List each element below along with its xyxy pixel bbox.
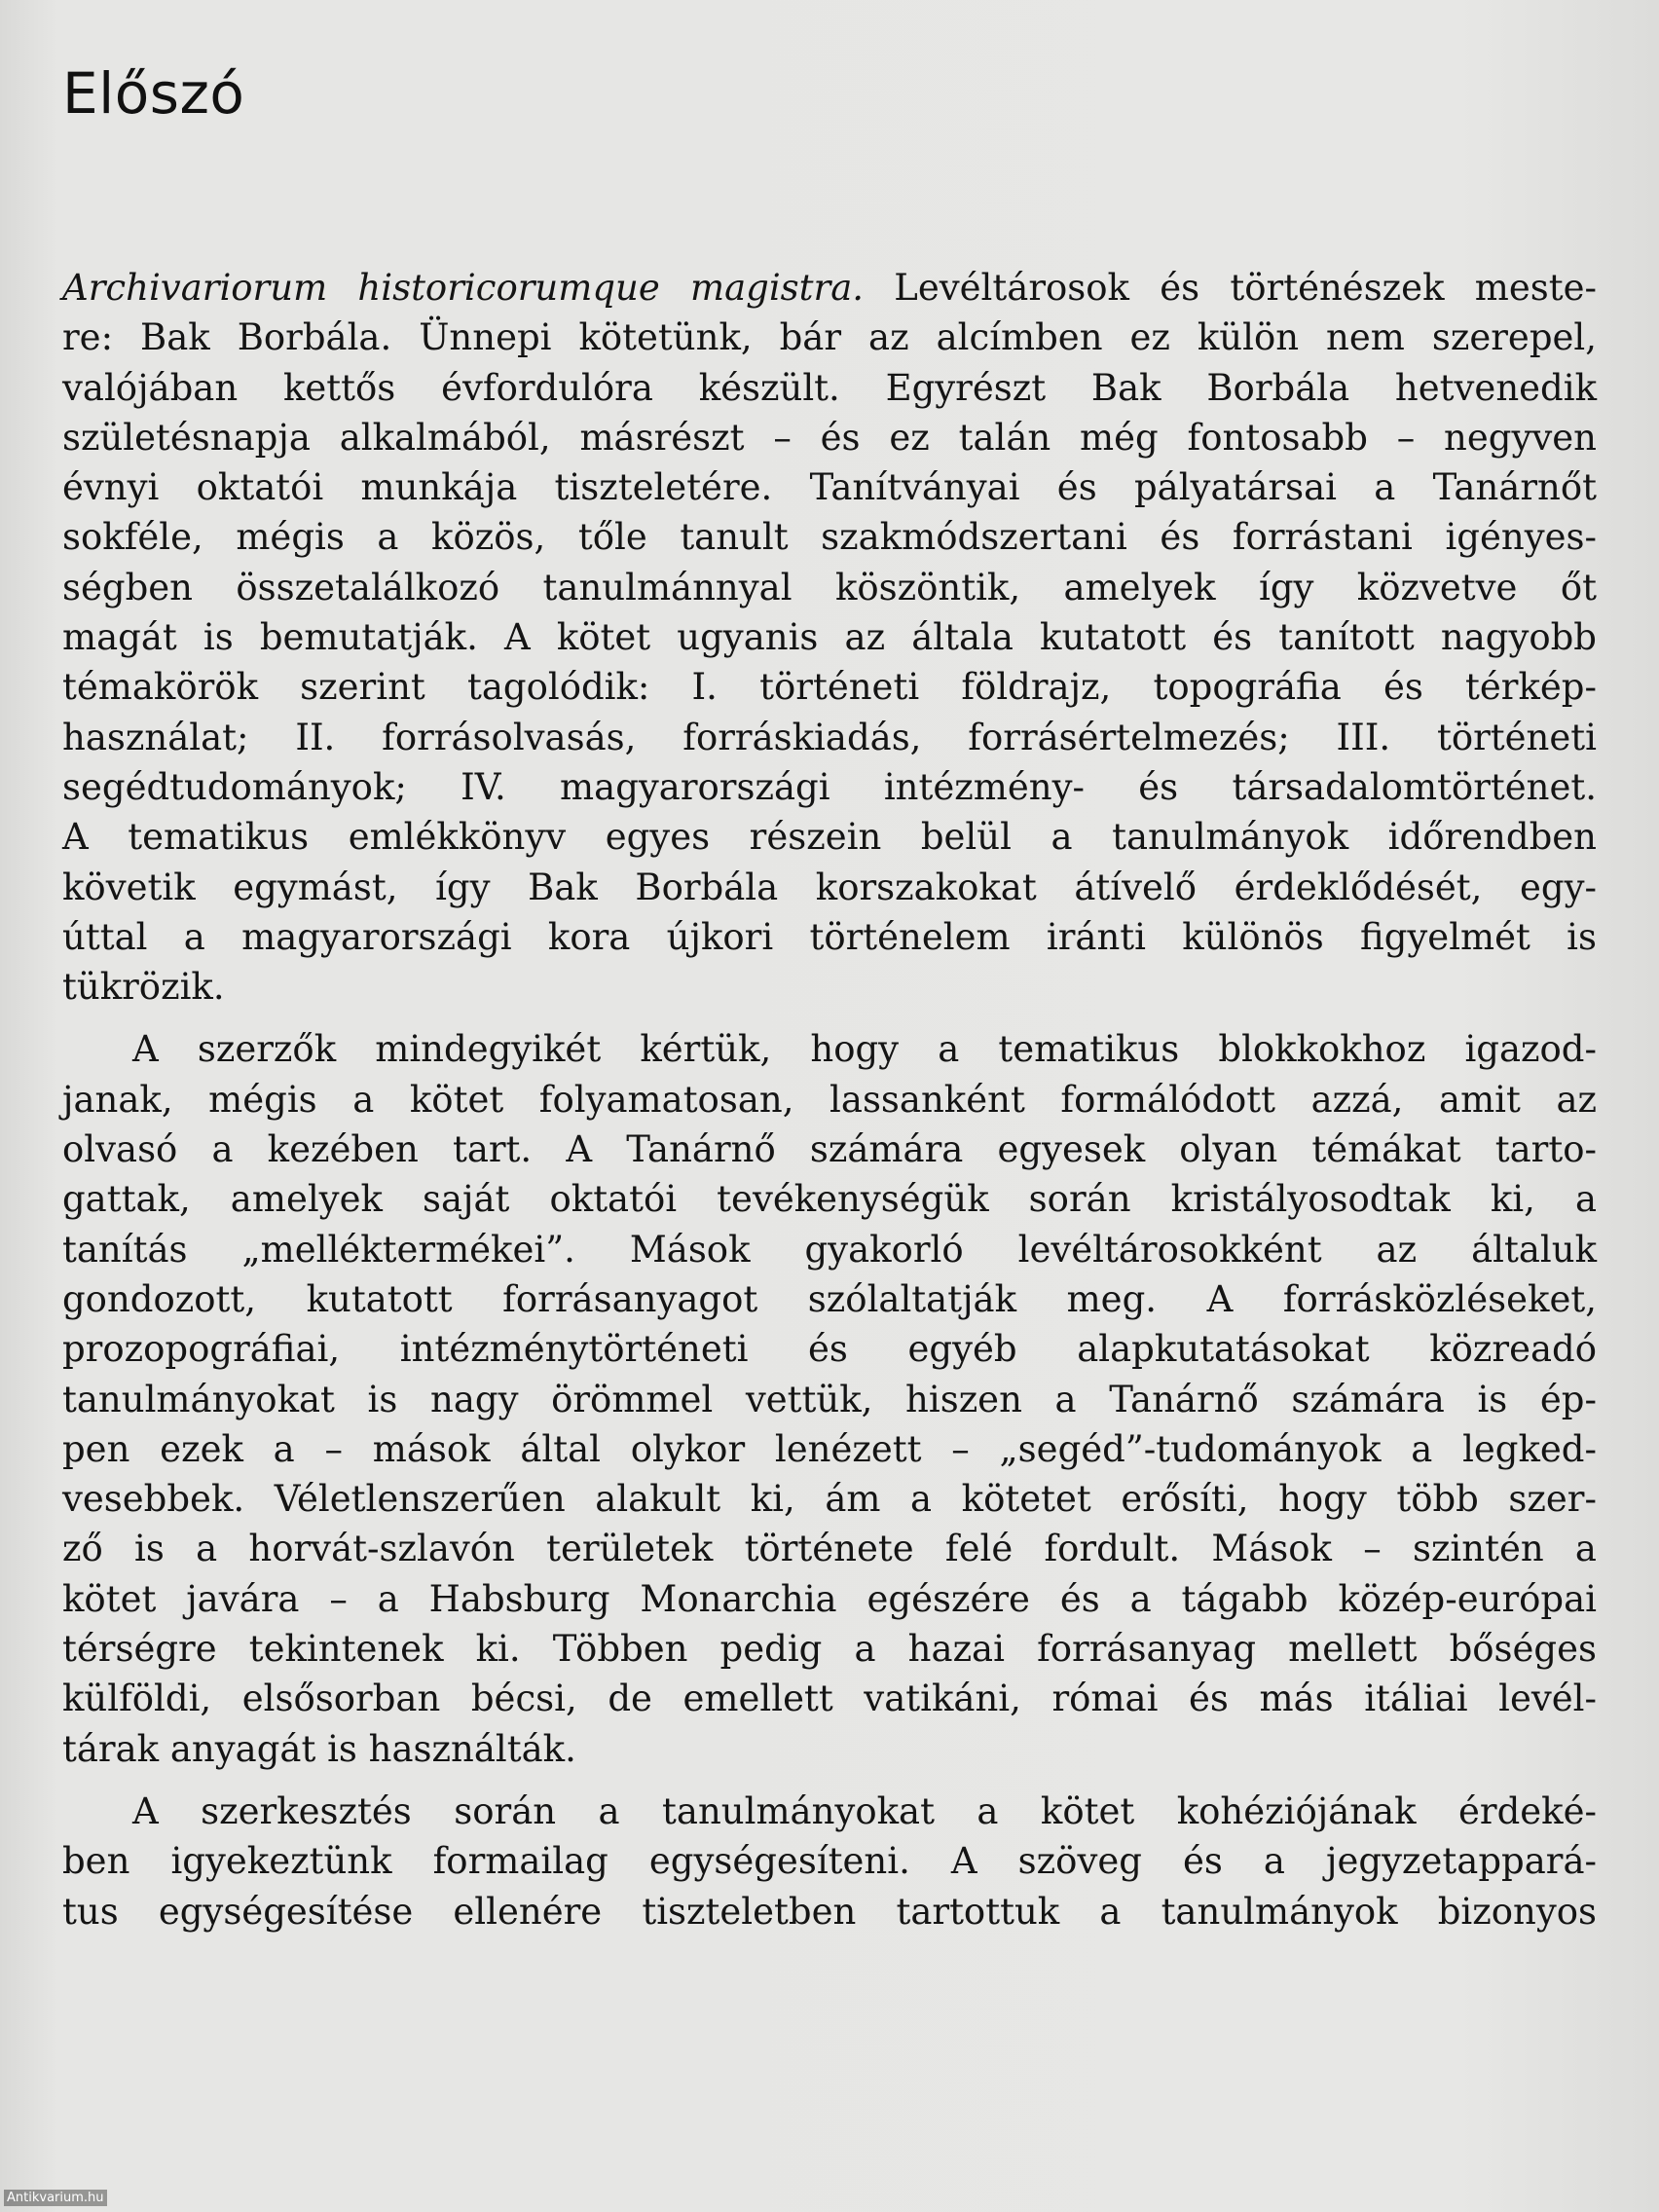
page-title: Előszó <box>62 60 245 127</box>
text-line: gondozott, kutatott forrásanyagot szólaltatják meg. A forrásközléseket, <box>62 1277 1597 1320</box>
text-line: évnyi oktatói munkája tiszteletére. Tanítványai és pályatársai a Tanárnőt <box>62 466 1597 509</box>
text-line: olvasó a kezében tart. A Tanárnő számára egyesek olyan témákat tarto- <box>62 1128 1597 1171</box>
text-line: sokféle, mégis a közös, tőle tanult szakmódszertani és forrástani igényes- <box>62 516 1597 559</box>
reverse-page-bleed-through <box>974 0 1659 249</box>
text-line: gattak, amelyek saját oktatói tevékenységük során kristályosodtak ki, a <box>62 1178 1597 1221</box>
text-line: ző is a horvát-szlavón területek története felé fordult. Mások – szintén a <box>62 1528 1597 1570</box>
text-line: pen ezek a – mások által olykor lenézett – „segéd”-tudományok a legked- <box>62 1427 1597 1470</box>
text-line: úttal a magyarországi kora újkori történelem iránti különös figyelmét is <box>62 915 1597 958</box>
text-line: ségben összetalálkozó tanulmánnyal köszöntik, amelyek így közvetve őt <box>62 566 1597 608</box>
text-line: magát is bemutatják. A kötet ugyanis az általa kutatott és tanított nagyobb <box>62 616 1597 659</box>
paragraph-1 <box>62 263 1597 1012</box>
latin-title: Archivariorum historicorumque magistra. <box>62 267 865 309</box>
text-line: A szerzők mindegyikét kértük, hogy a tematikus blokkokhoz igazod- <box>132 1028 1597 1071</box>
text-line: vesebbek. Véletlenszerűen alakult ki, ám a kötetet erősíti, hogy több szer- <box>62 1478 1597 1521</box>
text-line: térségre tekintenek ki. Többen pedig a hazai forrásanyag mellett bőséges <box>62 1628 1597 1671</box>
text-line: prozopográfiai, intézménytörténeti és egyéb alapkutatásokat közreadó <box>62 1328 1597 1371</box>
text-line: követik egymást, így Bak Borbála korszakokat átívelő érdeklődését, egy- <box>62 866 1597 908</box>
text-line: tanítás „melléktermékei”. Mások gyakorló levéltárosokként az általuk <box>62 1228 1597 1271</box>
text-line: születésnapja alkalmából, másrészt – és ez talán még fontosabb – negyven <box>62 416 1597 459</box>
text-line: Archivariorum historicorumque magistra. Levéltárosok és történészek meste- <box>62 267 1597 309</box>
text-line: janak, mégis a kötet folyamatosan, lassanként formálódott azzá, amit az <box>62 1078 1597 1121</box>
text-line: tus egységesítése ellenére tiszteletben tartottuk a tanulmányok bizonyos <box>62 1890 1597 1933</box>
text-line: tanulmányokat is nagy örömmel vettük, hiszen a Tanárnő számára is ép- <box>62 1378 1597 1420</box>
text-line: ben igyekeztünk formailag egységesíteni. A szöveg és a jegyzetappará- <box>62 1840 1597 1883</box>
text-line: tükrözik. <box>62 966 225 1009</box>
text-line: kötet javára – a Habsburg Monarchia egészére és a tágabb közép-európai <box>62 1577 1597 1620</box>
paragraph-3 <box>62 1787 1597 1936</box>
text-line: témakörök szerint tagolódik: I. történeti földrajz, topográfia és térkép- <box>62 666 1597 709</box>
watermark: Antikvarium.hu <box>4 2190 107 2206</box>
preface-body <box>62 263 1597 1936</box>
text-line: használat; II. forrásolvasás, forráskiadás, forrásértelmezés; III. történeti <box>62 716 1597 758</box>
text-line: A szerkesztés során a tanulmányokat a kötet kohéziójának érdeké- <box>132 1789 1597 1832</box>
text-line: valójában kettős évfordulóra készült. Egyrészt Bak Borbála hetvenedik <box>62 366 1597 409</box>
text-line: segédtudományok; IV. magyarországi intézmény- és társadalomtörténet. <box>62 765 1597 808</box>
text-line: tárak anyagát is használták. <box>62 1727 576 1770</box>
text-line: re: Bak Borbála. Ünnepi kötetünk, bár az alcímben ez külön nem szerepel, <box>62 316 1597 359</box>
text-line: A tematikus emlékkönyv egyes részein belül a tanulmányok időrendben <box>62 816 1597 859</box>
paragraph-2 <box>62 1024 1597 1773</box>
text-line: külföldi, elsősorban bécsi, de emellett vatikáni, római és más itáliai levél- <box>62 1677 1597 1720</box>
